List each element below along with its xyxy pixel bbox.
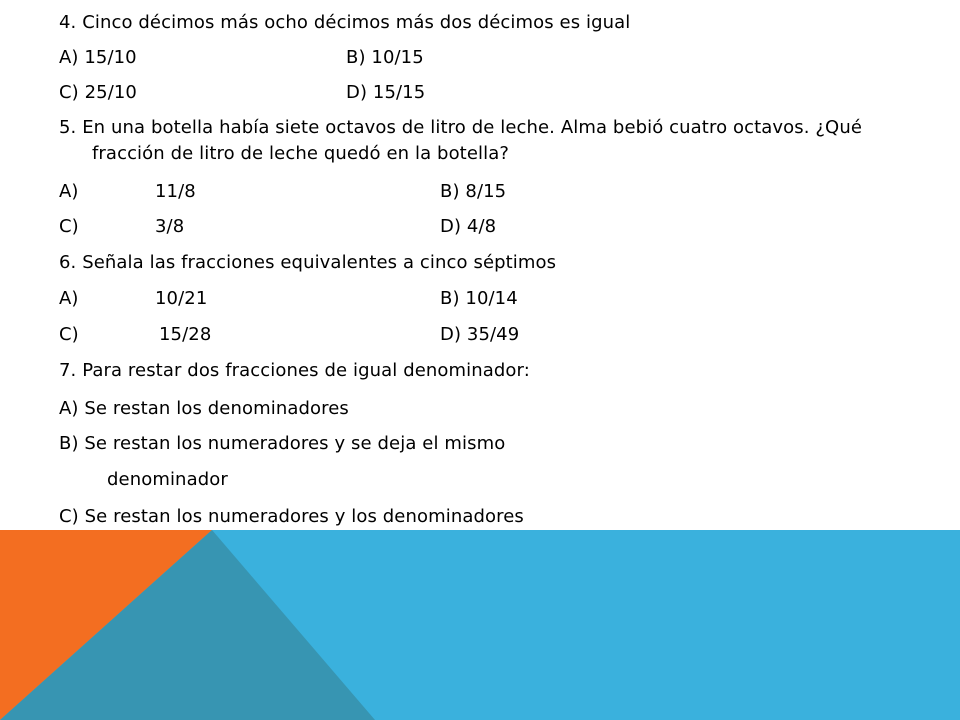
q5-option-d: D) 4/8 [440, 216, 497, 237]
q6-option-d: D) 35/49 [440, 324, 520, 345]
q7-option-b-line-1: B) Se restan los numeradores y se deja el mismo [59, 433, 506, 454]
q5-option-b: B) 8/15 [440, 181, 507, 202]
q5-option-a-letter: A) [59, 181, 79, 202]
q6-option-a-letter: A) [59, 288, 79, 309]
q6-question: 6. Señala las fracciones equivalentes a cinco séptimos [59, 252, 557, 273]
q6-option-c-letter: C) [59, 324, 79, 345]
q6-option-b: B) 10/14 [440, 288, 518, 309]
q7-option-b-line-2: denominador [107, 469, 228, 490]
q5-question-line-1: 5. En una botella había siete octavos de litro de leche. Alma bebió cuatro octavos. ¿Qué [59, 117, 862, 138]
q5-options-row-1 [59, 181, 759, 203]
q6-option-a-value: 10/21 [155, 288, 208, 309]
q6-options-row-1 [59, 288, 759, 310]
q4-option-c: C) 25/10 [59, 82, 137, 103]
q4-option-b: B) 10/15 [346, 47, 424, 68]
decorative-shapes [0, 530, 960, 720]
q7-option-c: C) Se restan los numeradores y los denominadores [59, 506, 524, 527]
q5-question-line-2: fracción de litro de leche quedó en la botella? [92, 143, 510, 164]
q4-options-row-1 [59, 47, 759, 69]
q6-option-c-value: 15/28 [159, 324, 212, 345]
q4-options-row-2 [59, 82, 759, 104]
q4-question: 4. Cinco décimos más ocho décimos más dos décimos es igual [59, 12, 631, 33]
q5-options-row-2 [59, 216, 759, 238]
q5-option-c-letter: C) [59, 216, 79, 237]
q6-options-row-2 [59, 324, 759, 346]
q4-option-d: D) 15/15 [346, 82, 426, 103]
q4-option-a: A) 15/10 [59, 47, 137, 68]
q7-option-a: A) Se restan los denominadores [59, 398, 349, 419]
q5-option-a-value: 11/8 [155, 181, 196, 202]
q5-option-c-value: 3/8 [155, 216, 185, 237]
q7-question: 7. Para restar dos fracciones de igual denominador: [59, 360, 530, 381]
